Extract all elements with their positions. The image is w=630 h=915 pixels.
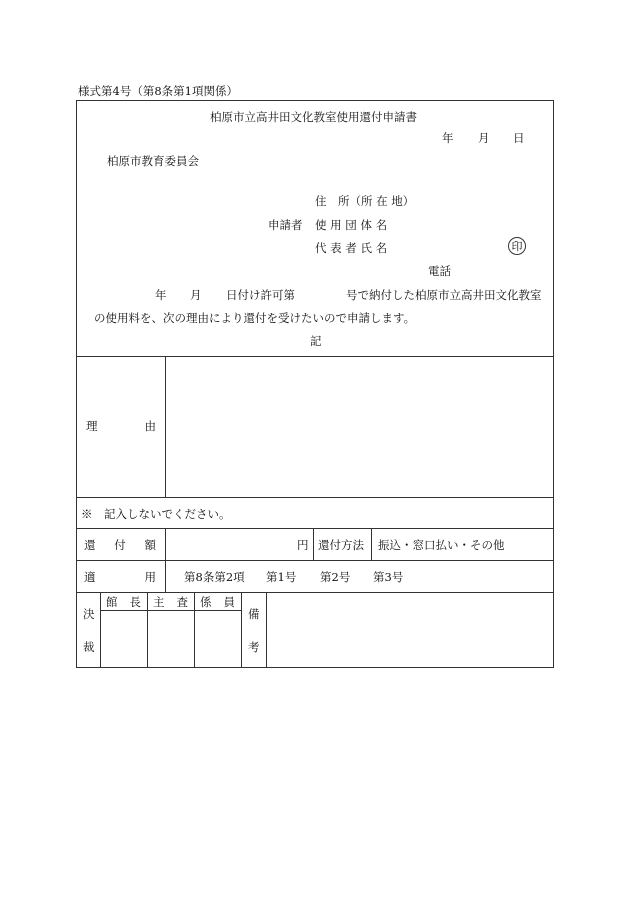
body-year: 年: [155, 288, 167, 302]
label-char: 用: [144, 570, 156, 584]
refund-method-options: 振込・窓口払い・その他: [378, 538, 505, 552]
label-char: 査: [176, 595, 188, 609]
label-char: 額: [144, 538, 156, 552]
label-char: 館: [106, 595, 118, 609]
date-year: 年: [442, 131, 454, 145]
applicable-item-2: 第2号: [320, 570, 351, 584]
representative-label: 代 表 者 氏 名: [315, 241, 388, 255]
divider: [76, 560, 554, 561]
divider: [165, 560, 166, 592]
office-use-notice: ※ 記入しないでください。: [81, 507, 231, 521]
role-chief: [153, 597, 188, 609]
applicant-prefix: 申請者: [268, 218, 303, 232]
approval-label-char: 決: [83, 607, 95, 621]
yen-unit: 円: [297, 538, 309, 552]
label-char: 係: [200, 595, 212, 609]
label-char: 適: [84, 570, 96, 584]
reason-label-char: 理: [86, 419, 98, 433]
date-day: 日: [513, 131, 525, 145]
seal-mark: 印: [508, 237, 526, 255]
approval-label-char: 裁: [83, 640, 95, 654]
label-char: 付: [114, 538, 126, 552]
divider: [241, 592, 242, 668]
date-month: 月: [478, 131, 490, 145]
divider: [76, 497, 554, 498]
remarks-label-char: 備: [248, 607, 260, 621]
label-char: 長: [129, 595, 141, 609]
role-director: [106, 597, 141, 609]
divider: [266, 592, 267, 668]
body-month: 月: [190, 288, 202, 302]
divider: [100, 592, 101, 668]
role-staff: [200, 597, 235, 609]
address-label: 住 所（所 在 地）: [315, 194, 415, 208]
divider: [76, 528, 554, 529]
applicable-item-3: 第3号: [373, 570, 404, 584]
label-char: 主: [153, 595, 165, 609]
refund-method-label: 還付方法: [318, 538, 364, 552]
remarks-label-char: 考: [248, 640, 260, 654]
body-paid-text: 号で納付した柏原市立高井田文化教室: [346, 288, 542, 302]
divider: [371, 528, 372, 560]
applicable-label: [84, 572, 156, 584]
divider: [100, 610, 241, 611]
refund-amount-label: [84, 540, 156, 552]
form-title: 柏原市立高井田文化教室使用還付申請書: [210, 110, 417, 124]
divider: [165, 528, 166, 560]
org-name-label: 使 用 団 体 名: [315, 218, 388, 232]
divider: [313, 528, 314, 560]
applicable-article: 第8条第2項: [184, 570, 245, 584]
ki-heading: 記: [310, 334, 322, 348]
body-request-text: の使用料を、次の理由により還付を受けたいので申請します。: [94, 311, 416, 325]
applicable-item-1: 第1号: [266, 570, 297, 584]
divider: [194, 592, 195, 668]
label-char: 還: [84, 538, 96, 552]
form-number: 様式第4号（第8条第1項関係）: [78, 84, 238, 98]
divider: [147, 592, 148, 668]
reason-label-char: 由: [144, 419, 156, 433]
addressee: 柏原市教育委員会: [107, 154, 199, 168]
reason-label: [86, 421, 156, 433]
phone-label: 電話: [428, 264, 451, 278]
body-permit-text: 日付け許可第: [226, 288, 295, 302]
label-char: 員: [223, 595, 235, 609]
reason-field[interactable]: [166, 357, 553, 496]
